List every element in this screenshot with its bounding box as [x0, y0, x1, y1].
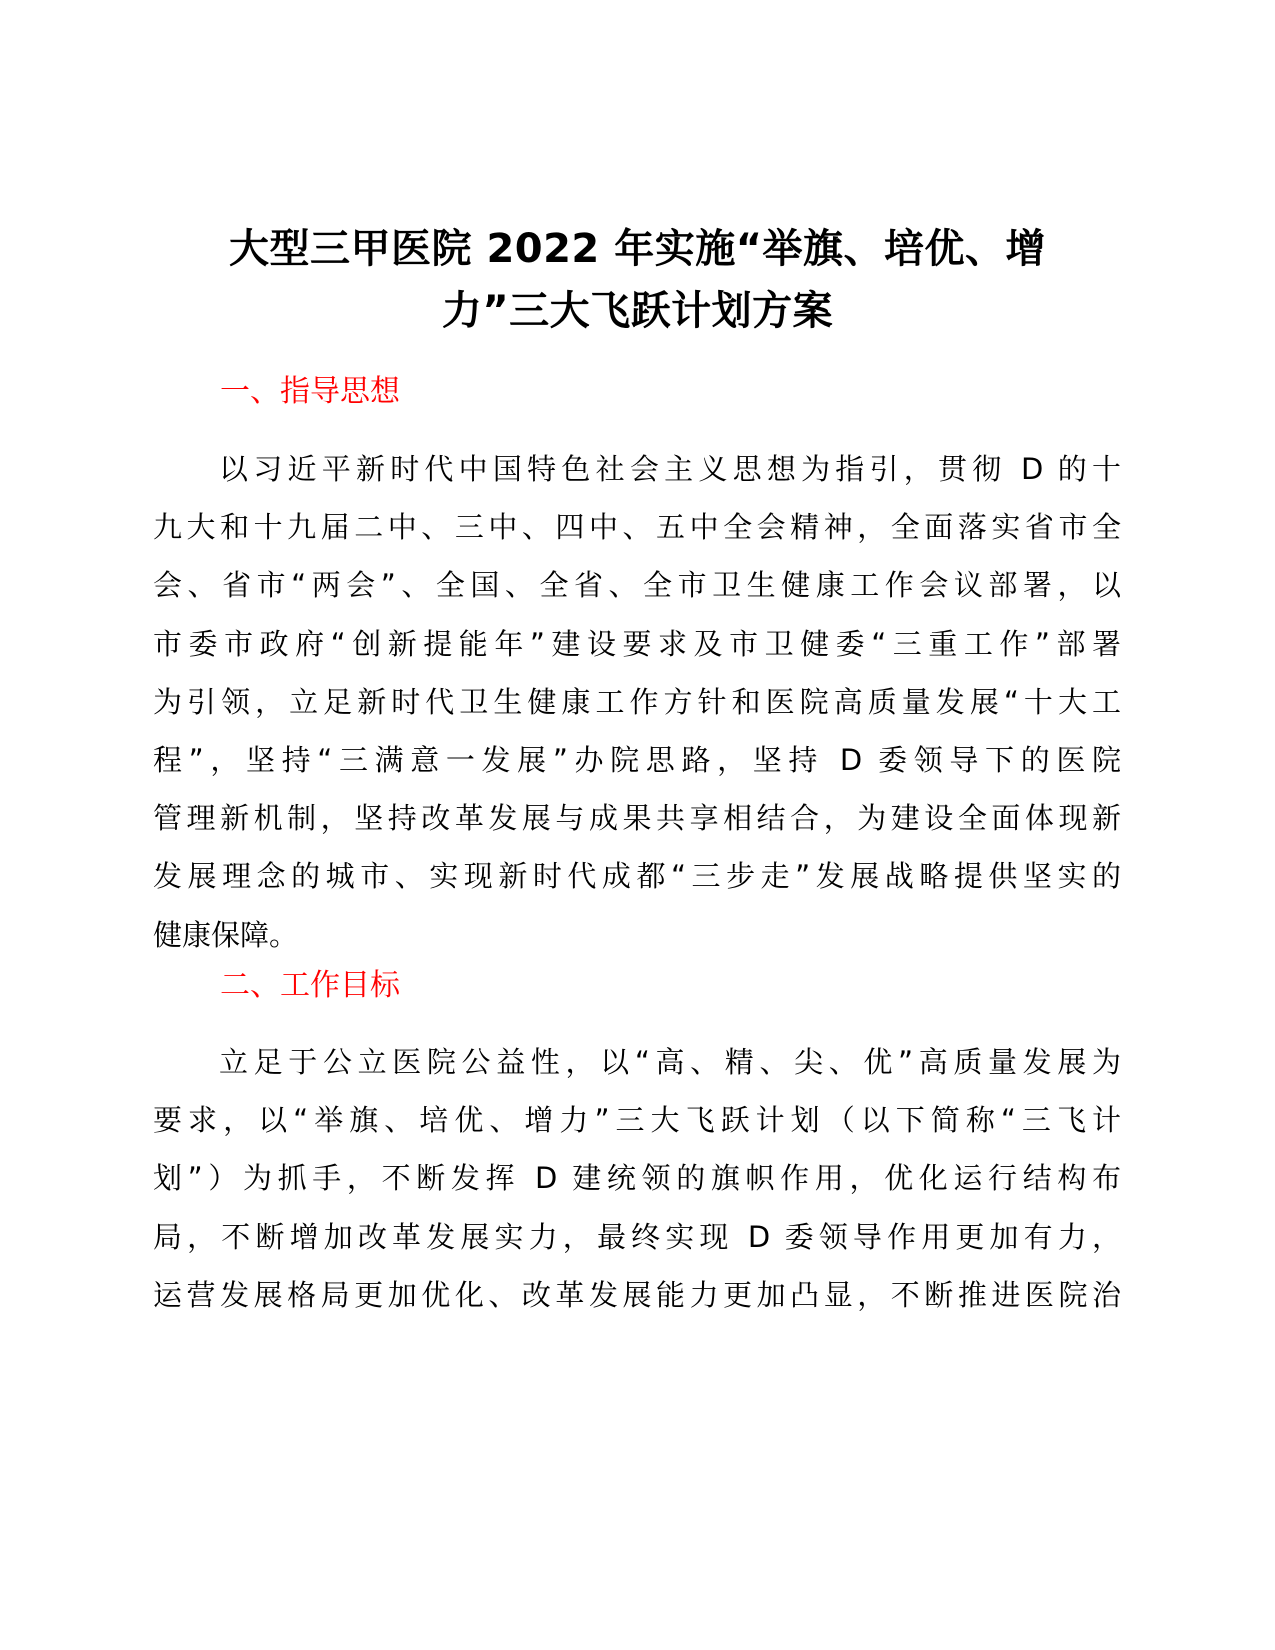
text-line: 要求，以“举旗、培优、增力”三大飞跃计划（以下简称“三飞计: [153, 1103, 1121, 1138]
text-line: 健康保障。: [153, 917, 299, 952]
text-line: 会、省市“两会”、全国、全省、全市卫生健康工作会议部署，以: [153, 568, 1121, 603]
section-heading-guiding-ideology: 一、指导思想: [220, 374, 400, 409]
text-line: 运营发展格局更加优化、改革发展能力更加凸显，不断推进医院治: [153, 1277, 1121, 1312]
section-heading-work-goals: 二、工作目标: [220, 968, 400, 1003]
paragraph-work-goals: [153, 1033, 1121, 1324]
text-line: 以习近平新时代中国特色社会主义思想为指引，贯彻 D 的十: [219, 452, 1121, 486]
text-line: 立足于公立医院公益性，以“高、精、尖、优”高质量发展为: [219, 1045, 1121, 1079]
title-line: 大型三甲医院 2022 年实施“举旗、培优、增: [229, 226, 1046, 272]
paragraph-guiding-ideology: [153, 440, 1121, 964]
text-line: 局，不断增加改革发展实力，最终实现 D 委领导作用更加有力，: [153, 1219, 1121, 1254]
text-line: 为引领，立足新时代卫生健康工作方针和医院高质量发展“十大工: [153, 684, 1121, 719]
text-line: 程”，坚持“三满意一发展”办院思路，坚持 D 委领导下的医院: [153, 742, 1121, 777]
text-line: 发展理念的城市、实现新时代成都“三步走”发展战略提供坚实的: [153, 859, 1121, 894]
text-line: 市委市政府“创新提能年”建设要求及市卫健委“三重工作”部署: [153, 626, 1121, 661]
text-line: 九大和十九届二中、三中、四中、五中全会精神，全面落实省市全: [153, 510, 1121, 545]
title-line: 力”三大飞跃计划方案: [441, 288, 834, 334]
text-line: 划”）为抓手，不断发挥 D 建统领的旗帜作用，优化运行结构布: [153, 1161, 1121, 1196]
text-line: 管理新机制，坚持改革发展与成果共享相结合，为建设全面体现新: [153, 801, 1121, 836]
document-title: [150, 218, 1125, 342]
